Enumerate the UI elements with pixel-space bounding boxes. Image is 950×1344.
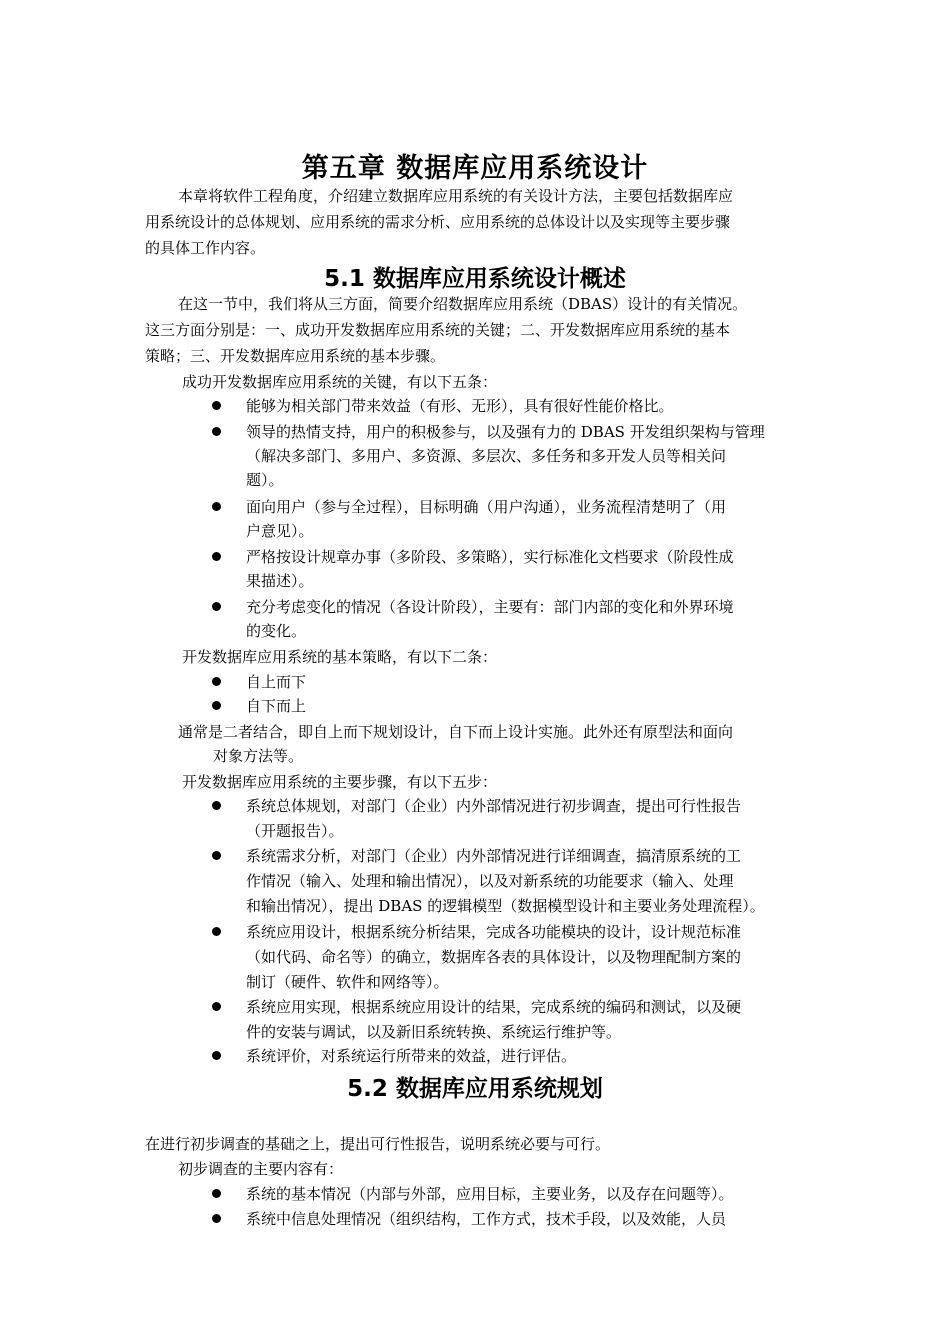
s52-items-intro: 初步调查的主要内容有： [178, 1160, 344, 1178]
key-3-line-2: 户意见）。 [246, 522, 314, 540]
bullet-dot [212, 552, 221, 561]
step-4-line-1: 系统应用实现，根据系统应用设计的结果，完成系统的编码和测试，以及硬 [246, 998, 742, 1016]
section-5-1-heading: 5.1 数据库应用系统设计概述 [324, 266, 626, 292]
strategy-note-line-1: 通常是二者结合，即自上而下规划设计，自下而上设计实施。此外还有原型法和面向 [178, 723, 734, 741]
key-4-line-2: 果描述）。 [246, 572, 314, 590]
key-5-line-1: 充分考虑变化的情况（各设计阶段），主要有：部门内部的变化和外界环境 [246, 598, 734, 616]
step-2-line-3: 和输出情况），提出 DBAS 的逻辑模型（数据模型设计和主要业务处理流程）。 [246, 897, 765, 915]
strategy-1: 自上而下 [246, 673, 307, 691]
step-1-line-2: （开题报告）。 [246, 822, 344, 840]
key-2-line-1: 领导的热情支持，用户的积极参与，以及强有力的 DBAS 开发组织架构与管理 [246, 423, 765, 441]
key-2-line-2: （解决多部门、多用户、多资源、多层次、多任务和多开发人员等相关问 [246, 447, 727, 465]
s52-item-2: 系统中信息处理情况（组织结构，工作方式，技术手段，以及效能，人员 [246, 1210, 727, 1228]
s51-para-line-3: 策略；三、开发数据库应用系统的基本步骤。 [145, 347, 446, 365]
s51-para-line-1: 在这一节中，我们将从三方面，简要介绍数据库应用系统（DBAS）设计的有关情况。 [178, 295, 748, 313]
bullet-dot [212, 401, 221, 410]
step-3-line-2: （如代码、命名等）的确立，数据库各表的具体设计，以及物理配制方案的 [246, 948, 742, 966]
bullet-dot [212, 427, 221, 436]
bullet-dot [212, 1051, 221, 1060]
s52-item-1: 系统的基本情况（内部与外部，应用目标，主要业务，以及存在问题等）。 [246, 1185, 734, 1203]
bullet-dot [212, 1002, 221, 1011]
s51-para-line-2: 这三方面分别是：一、成功开发数据库应用系统的关键；二、开发数据库应用系统的基本 [145, 321, 731, 339]
bullet-dot [212, 801, 221, 810]
chapter-title: 第五章 数据库应用系统设计 [301, 153, 649, 184]
key-3-line-1: 面向用户（参与全过程），目标明确（用户沟通），业务流程清楚明了（用 [246, 498, 727, 516]
bullet-dot [212, 851, 221, 860]
key-4-line-1: 严格按设计规章办事（多阶段、多策略），实行标准化文档要求（阶段性成 [246, 548, 734, 566]
strategy-intro: 开发数据库应用系统的基本策略，有以下二条： [182, 648, 498, 666]
step-5-line-1: 系统评价，对系统运行所带来的效益，进行评估。 [246, 1047, 577, 1065]
step-4-line-2: 件的安装与调试，以及新旧系统转换、系统运行维护等。 [246, 1023, 622, 1041]
step-3-line-3: 制订（硬件、软件和网络等）。 [246, 973, 449, 991]
step-2-line-1: 系统需求分析，对部门（企业）内外部情况进行详细调查，搞清原系统的工 [246, 847, 742, 865]
step-3-line-1: 系统应用设计，根据系统分析结果，完成各功能模块的设计，设计规范标准 [246, 923, 742, 941]
bullet-dot [212, 927, 221, 936]
intro-line-1: 本章将软件工程角度，介绍建立数据库应用系统的有关设计方法，主要包括数据库应 [178, 187, 734, 205]
keys-intro: 成功开发数据库应用系统的关键，有以下五条： [182, 373, 498, 391]
intro-line-2: 用系统设计的总体规划、应用系统的需求分析、应用系统的总体设计以及实现等主要步骤 [145, 213, 731, 231]
step-2-line-2: 作情况（输入、处理和输出情况），以及对新系统的功能要求（输入、处理 [246, 872, 734, 890]
bullet-dot [212, 502, 221, 511]
steps-intro: 开发数据库应用系统的主要步骤，有以下五步： [182, 773, 498, 791]
key-5-line-2: 的变化。 [246, 622, 307, 640]
bullet-dot [212, 701, 221, 710]
bullet-dot [212, 602, 221, 611]
key-1-line-1: 能够为相关部门带来效益（有形、无形），具有很好性能价格比。 [246, 397, 674, 415]
bullet-dot [212, 677, 221, 686]
strategy-note-line-2: 对象方法等。 [213, 747, 304, 765]
step-1-line-1: 系统总体规划，对部门（企业）内外部情况进行初步调查，提出可行性报告 [246, 797, 742, 815]
section-5-2-heading: 5.2 数据库应用系统规划 [347, 1076, 603, 1102]
key-2-line-3: 题）。 [246, 471, 284, 489]
bullet-dot [212, 1214, 221, 1223]
s52-para: 在进行初步调查的基础之上，提出可行性报告，说明系统必要与可行。 [145, 1135, 611, 1153]
strategy-2: 自下而上 [246, 697, 307, 715]
bullet-dot [212, 1189, 221, 1198]
intro-line-3: 的具体工作内容。 [145, 239, 266, 257]
